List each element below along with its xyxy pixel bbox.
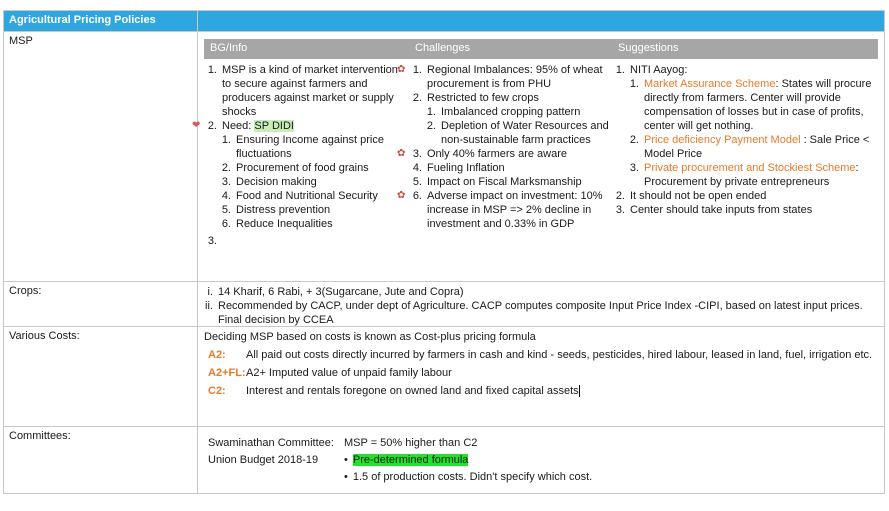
costs-content [198,327,884,426]
policy-table [3,10,885,494]
committees-label: Committees: [4,427,198,493]
list-item: 4. Food and Nutritional Security [221,190,378,202]
crops-label: Crops: [4,282,198,326]
list-item: 1. MSP is a kind of market intervention to secure against farmers and producers against market or supply shocks [204,63,409,119]
header-bginfo: BG/Info [210,42,248,54]
niti-scheme-title: Price deficiency Payment Model [644,134,801,146]
formula-highlight: Pre-determined formula [352,454,469,466]
header-suggestions: Suggestions [618,42,679,54]
msp-content [192,32,884,281]
list-item: 5. Impact on Fiscal Marksmanship [412,176,582,188]
header-challenges: Challenges [415,42,471,54]
list-item: ❤ 2. Need: SP DIDI [192,120,294,132]
msp-columns [192,63,878,248]
niti-scheme-title: Market Assurance Scheme [644,78,776,90]
msp-subheader [204,39,878,59]
msp-label: MSP [4,32,198,281]
list-item: 3. Center should take inputs from states [615,204,813,216]
flower-icon: ✿ [397,190,406,201]
list-item: 4. Fueling Inflation [412,162,505,174]
bg-item-2 [222,119,294,133]
committee-item: Swaminathan Committee: MSP = 50% higher than C2 [208,437,478,449]
list-item: 3. Decision making [221,176,317,188]
niti-scheme-title: Private procurement and Stockiest Scheme [644,162,856,174]
list-item: i. 14 Kharif, 6 Rabi, + 3(Sugarcane, Jute and Copra) [207,286,464,298]
bginfo-column [192,63,409,248]
list-item: ✿ 1. Regional Imbalances: 95% of wheat procurement is from PHU [397,64,603,90]
cost-item: A2+FL: A2+ Imputed value of unpaid family labour [208,367,452,379]
list-item: 2. It should not be open ended [615,190,767,202]
table-title: Agricultural Pricing Policies [4,11,198,31]
challenges-column [397,63,612,248]
crops-content [198,282,884,326]
list-item: ii. Recommended by CACP, under dept of Agriculture. CACP computes composite Input Price Index -CIPI, based on latest input prices. Final decision by CCEA [205,300,863,326]
flower-icon: ✿ [397,64,406,75]
table-header-blank [198,11,884,31]
msp-row [4,32,884,282]
text-cursor [579,385,580,397]
committees-row [4,427,884,493]
list-item: 1. Market Assurance Scheme: States will procure directly from farmers. Center will provide compensation of losses but in case of profits, center will get nothing. [629,78,872,132]
list-item: 2. Restricted to few crops [412,92,539,104]
heart-icon: ❤ [192,120,201,131]
sp-didi-highlight: SP DIDI [254,120,294,132]
challenges-sublist [409,105,612,147]
cost-item: A2: All paid out costs directly incurred by farmers in cash and kind - seeds, pesticides, hired labour, leased in land, fuel, irrigation etc. [208,349,873,361]
list-item: 2. Procurement of food grains [221,162,369,174]
need-label: Need: [222,120,255,132]
committee-item: Union Budget 2018-19 • Pre-determined formula [208,454,469,466]
bullet-icon: • [344,471,348,483]
table-header-row [4,11,884,32]
bg-item-1: MSP is a kind of market intervention to secure against farmers and producers against market or supply shocks [222,64,398,118]
bullet-icon: • [344,454,348,466]
list-item: 1. NITI Aayog: [615,64,688,76]
committees-content [198,427,884,493]
costs-intro: Deciding MSP based on costs is known as Cost-plus pricing formula [204,331,536,343]
list-item: 1. Imbalanced cropping pattern [426,106,581,118]
suggestions-column [612,63,878,248]
list-item: ✿ 3. Only 40% farmers are aware [397,148,567,160]
costs-label: Various Costs: [4,327,198,426]
list-item: 5. Distress prevention [221,204,331,216]
list-item: 1. Ensuring Income against price fluctuations [221,134,384,160]
niti-sublist [612,77,878,189]
cost-item: C2: Interest and rentals foregone on owned land and fixed capital assets [208,385,579,397]
flower-icon: ✿ [397,148,406,159]
list-item: 2. Depletion of Water Resources and non-sustainable farm practices [426,120,609,146]
list-item: 2. Price deficiency Payment Model : Sale Price < Model Price [629,134,870,160]
committee-item: • 1.5 of production costs. Didn't specify which cost. [344,471,593,483]
list-item: 6. Reduce Inequalities [221,218,333,230]
crops-row [4,282,884,327]
list-item: ✿ 6. Adverse impact on investment: 10% increase in MSP => 2% decline in investment and 0.33% in GDP [397,190,603,230]
costs-row [4,327,884,427]
list-item: 3. Private procurement and Stockiest Scheme: Procurement by private entrepreneurs [629,162,859,188]
list-item: 3. [207,235,217,247]
need-sublist [204,133,409,231]
